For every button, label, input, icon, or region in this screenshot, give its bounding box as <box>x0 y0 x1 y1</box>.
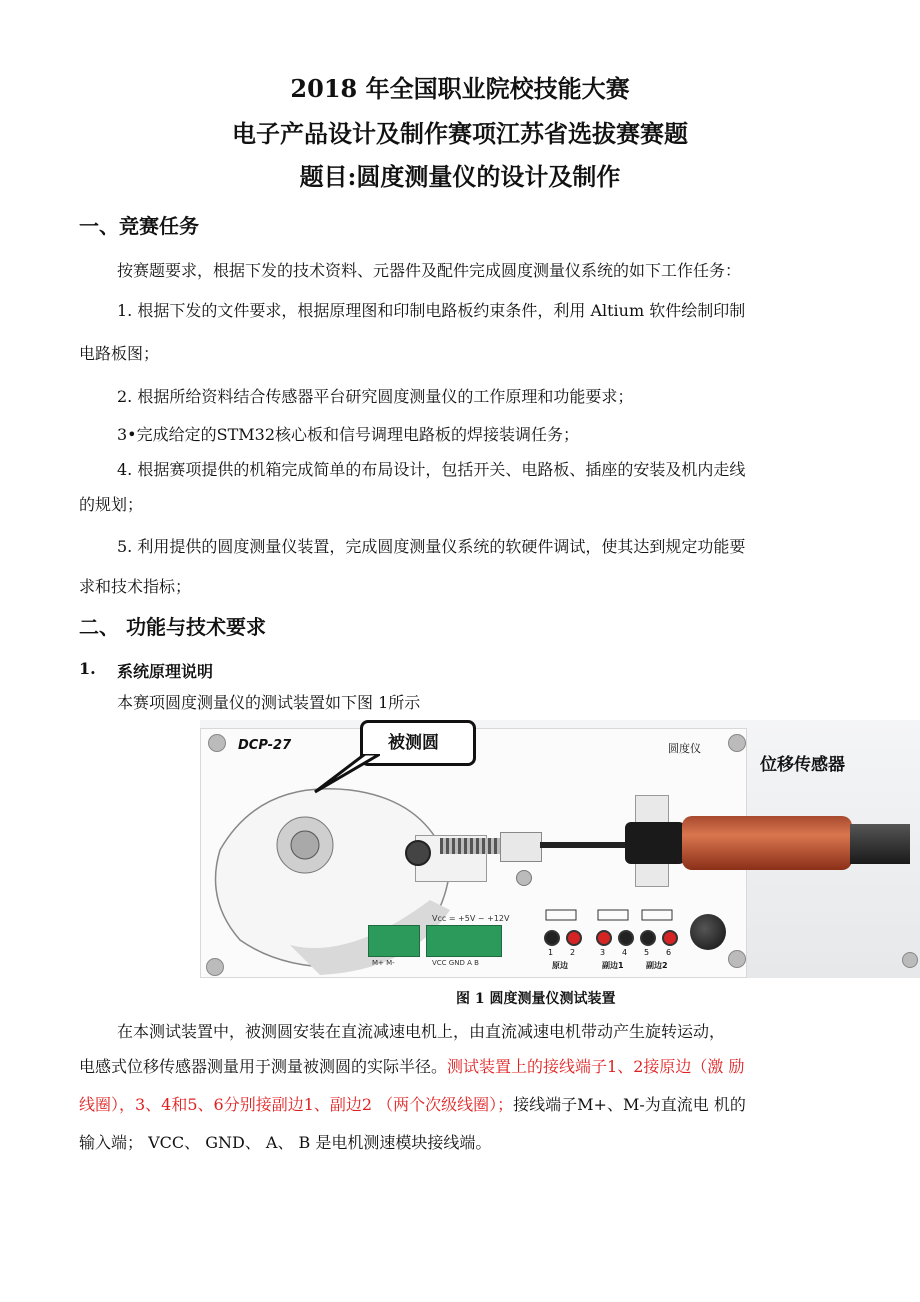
callout-label: 被测圆 <box>388 733 439 753</box>
speed-terminal-label: VCC GND A B <box>432 959 479 967</box>
terminal-number: 6 <box>666 948 672 957</box>
figure-intro: 本赛项圆度测量仪的测试装置如下图 1所示 <box>117 693 421 712</box>
sensor-nut <box>625 822 685 864</box>
task-item-1-line1: 1. 根据下发的文件要求，根据原理图和印制电路板约束条件，利用 Altium 软件绘制印制 <box>117 301 746 320</box>
terminal-number: 5 <box>644 948 650 957</box>
task-item-4-line1: 4. 根据赛项提供的机箱完成简单的布局设计，包括开关、电路板、插座的安装及机内走线 <box>117 460 746 479</box>
motor-terminal-label: M+ M- <box>372 959 395 967</box>
body-line-3 <box>79 1092 746 1115</box>
body-line-1: 在本测试装置中，被测圆安装在直流减速电机上，由直流减速电机带动产生旋转运动， <box>117 1022 726 1041</box>
adjust-knob <box>690 914 726 950</box>
vcc-label: Vcc = +5V ~ +12V <box>432 914 510 923</box>
section1-intro: 按赛题要求，根据下发的技术资料、元器件及配件完成圆度测量仪系统的如下工作任务： <box>117 261 742 280</box>
sensor-label: 位移传感器 <box>760 755 845 775</box>
sensor-coil-body <box>682 816 852 870</box>
screw-icon <box>516 870 532 886</box>
figure-caption: 图 1 圆度测量仪测试装置 <box>456 991 616 1007</box>
group-label-secondary1: 副边1 <box>602 961 624 970</box>
task-item-2: 2. 根据所给资料结合传感器平台研究圆度测量仪的工作原理和功能要求； <box>117 387 634 406</box>
panel-label: 圆度仪 <box>668 742 701 755</box>
body-line-2-highlight: 测试装置上的接线端子1、2接原边（激 励 <box>447 1057 745 1076</box>
screw-icon <box>208 734 226 752</box>
apparatus-photo <box>200 720 920 978</box>
subsection1-title: 系统原理说明 <box>117 662 214 681</box>
group-label-primary: 原边 <box>552 961 568 970</box>
task-item-3: 3•完成给定的STM32核心板和信号调理电路板的焊接装调任务； <box>117 425 579 444</box>
document-title-line3: 题目:圆度测量仪的设计及制作 <box>299 162 621 191</box>
screw-icon <box>728 734 746 752</box>
jack-4 <box>618 930 634 946</box>
callout-pointer <box>310 754 380 794</box>
task-item-1-line2: 电路板图； <box>79 344 160 363</box>
document-title-line2: 电子产品设计及制作赛项江苏省选拔赛赛题 <box>232 119 688 148</box>
speed-terminal-block <box>426 925 502 957</box>
body-line-2 <box>79 1054 744 1077</box>
screw-icon <box>728 950 746 968</box>
body-line-4: 输入端； VCC、 GND、 A、 B 是电机测速模块接线端。 <box>79 1133 492 1152</box>
jack-6 <box>662 930 678 946</box>
jack-3 <box>596 930 612 946</box>
jack-1 <box>544 930 560 946</box>
follower-wheel <box>405 840 431 866</box>
task-item-4-line2: 的规划； <box>79 495 144 514</box>
terminal-number: 1 <box>548 948 554 957</box>
shaft-clamp <box>500 832 542 862</box>
terminal-number: 3 <box>600 948 606 957</box>
terminal-number: 4 <box>622 948 628 957</box>
spring <box>440 838 500 854</box>
model-label: DCP-27 <box>238 738 292 753</box>
task-item-5-line2: 求和技术指标； <box>79 577 192 596</box>
jack-2 <box>566 930 582 946</box>
group-label-secondary2: 副边2 <box>646 961 668 970</box>
sensor-connector <box>850 824 910 864</box>
section1-heading: 一、竞赛任务 <box>79 214 199 238</box>
body-line-2-text: 电感式位移传感器测量用于测量被测圆的实际半径。 <box>79 1057 448 1076</box>
motor-terminal-block <box>368 925 420 957</box>
section2-heading: 二、 功能与技术要求 <box>79 615 266 639</box>
body-line-3-text: 接线端子M+、M-为直流电 机的 <box>513 1095 746 1114</box>
task-item-5-line1: 5. 利用提供的圆度测量仪装置，完成圆度测量仪系统的软硬件调试，使其达到规定功能要 <box>117 537 746 556</box>
coil-symbols <box>544 908 684 922</box>
subsection1-number: 1. <box>79 659 96 678</box>
screw-icon <box>902 952 918 968</box>
document-title-line1: 2018 年全国职业院校技能大赛 <box>290 74 630 103</box>
body-line-3-highlight: 线圈），3、4和5、6分别接副边1、副边2 （两个次级线圈）； <box>79 1095 514 1114</box>
terminal-number: 2 <box>570 948 576 957</box>
jack-5 <box>640 930 656 946</box>
